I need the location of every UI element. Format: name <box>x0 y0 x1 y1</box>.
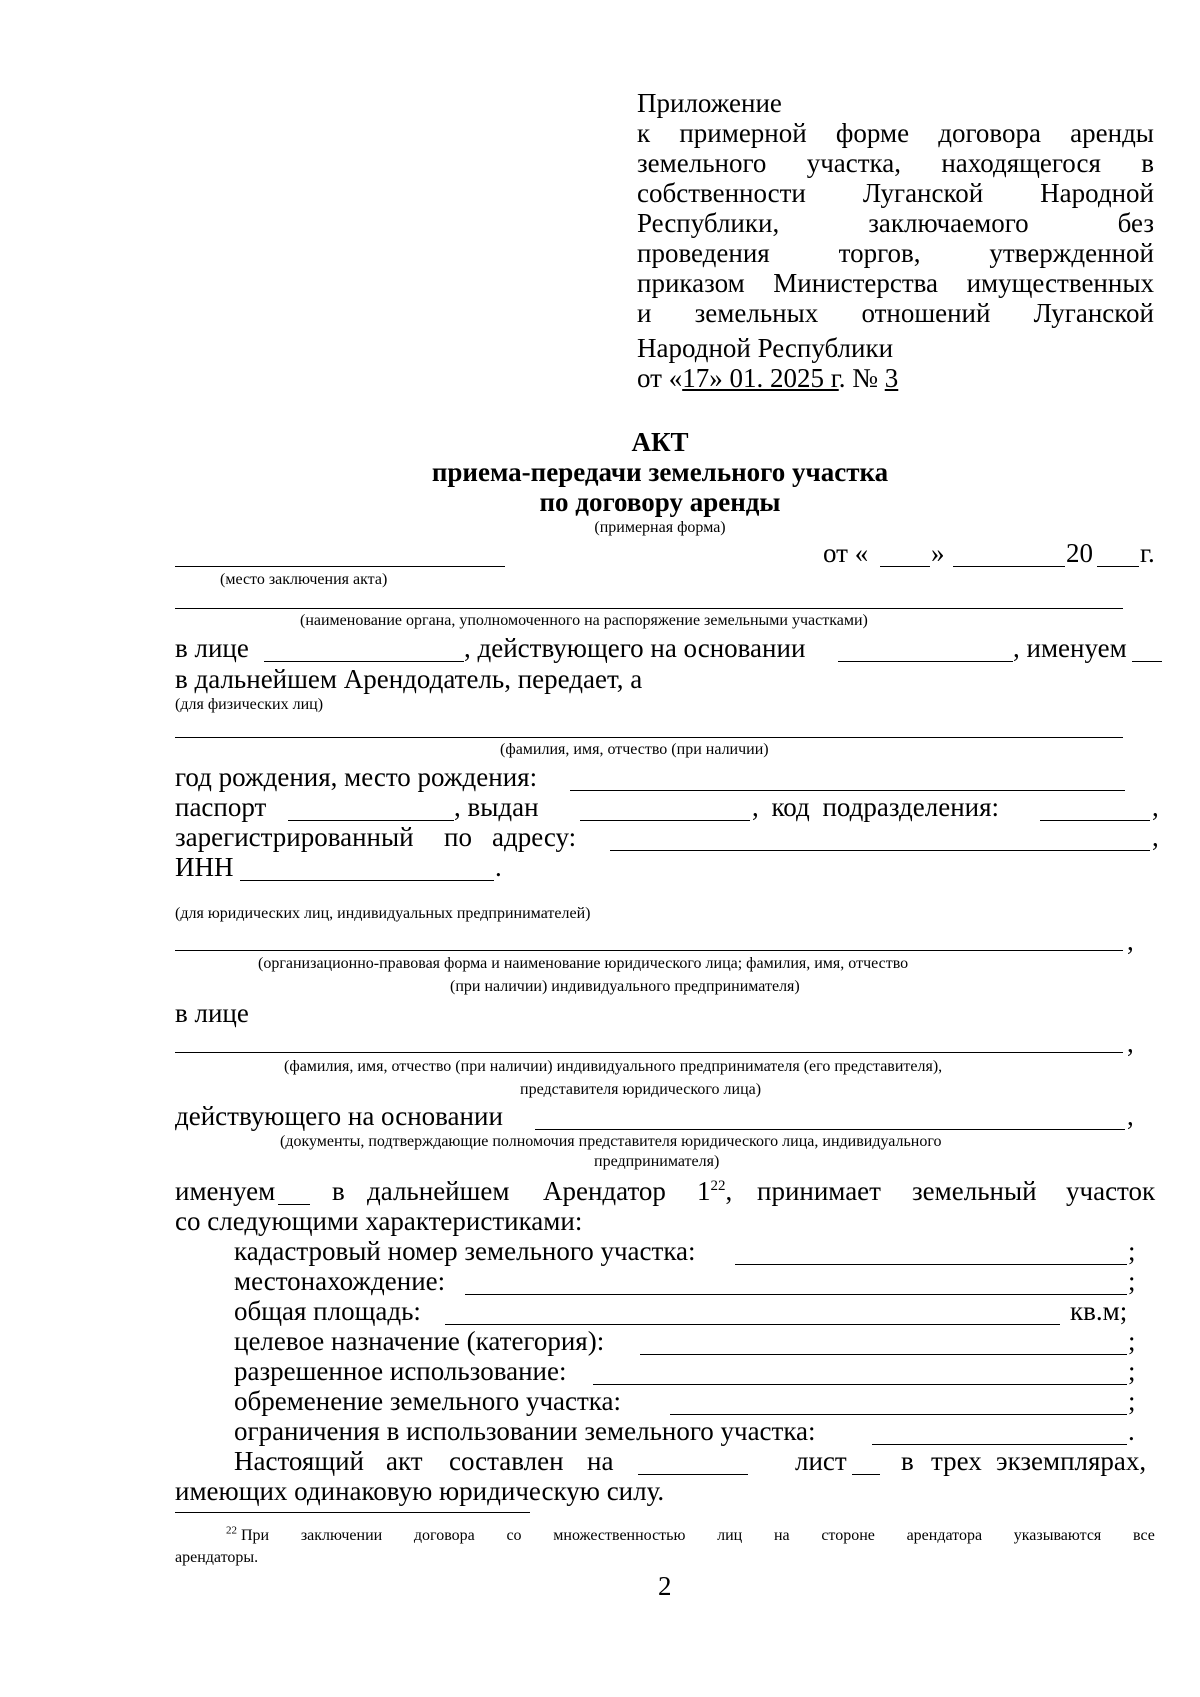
individual-fio-field[interactable] <box>175 737 1123 738</box>
legal-org-comma: , <box>1127 926 1134 956</box>
appendix-last-line: Народной Республики <box>637 333 894 363</box>
issued-field[interactable] <box>580 820 750 821</box>
footnote-word: При <box>241 1527 270 1544</box>
act-title-line3: по договору аренды <box>539 487 781 517</box>
code-field[interactable] <box>1040 820 1150 821</box>
registered-word-1: зарегистрированный <box>175 822 414 852</box>
closing-w-3: на <box>587 1446 614 1476</box>
legal-rep-field[interactable] <box>175 1052 1123 1053</box>
char-end-location: ; <box>1128 1266 1136 1296</box>
appendix-word: к <box>637 118 651 148</box>
legal-basis-label: действующего на основании <box>175 1101 503 1131</box>
char-field-permitted-use[interactable] <box>593 1384 1127 1385</box>
appendix-word: приказом <box>637 268 745 298</box>
footnote-first-word <box>226 1524 270 1545</box>
appendix-word: находящегося <box>941 148 1101 178</box>
footnote-word: стороне <box>821 1527 875 1544</box>
code-comma: , <box>1152 792 1159 822</box>
appendix-line <box>637 208 1154 238</box>
individual-fio-caption: (фамилия, имя, отчество (при наличии) <box>500 741 769 758</box>
lessor-basis-field[interactable] <box>838 661 1013 662</box>
inn-field[interactable] <box>240 880 494 881</box>
footnote-line1 <box>226 1524 1155 1545</box>
appendix-word: имущественных <box>966 268 1154 298</box>
footnote-line2: арендаторы. <box>175 1549 259 1566</box>
char-label-permitted-use: разрешенное использование: <box>234 1356 567 1386</box>
legal-rep-caption-2: представителя юридического лица) <box>520 1081 762 1098</box>
footnote-word: все <box>1133 1527 1155 1544</box>
closing-w-4: лист <box>795 1446 847 1476</box>
legal-org-caption-1: (организационно-правовая форма и наименование юридического лица; фамилия, имя, отчество <box>258 955 909 972</box>
char-label-area: общая площадь: <box>234 1296 421 1326</box>
tenant-comma: , <box>725 1176 733 1206</box>
closing-w-6: трех <box>931 1446 982 1476</box>
appendix-word: утвержденной <box>989 238 1154 268</box>
closing-w-1: акт <box>386 1446 423 1476</box>
tenant-ref <box>697 1176 732 1206</box>
char-label-cadastral: кадастровый номер земельного участка: <box>234 1236 696 1266</box>
char-field-restrictions[interactable] <box>872 1444 1127 1445</box>
footnote-word: заключении <box>300 1527 383 1544</box>
footnote-word: на <box>773 1527 790 1544</box>
passport-field[interactable] <box>288 820 454 821</box>
char-label-restrictions: ограничения в использовании земельного участка: <box>234 1416 816 1446</box>
legal-in-person: в лице <box>175 998 249 1028</box>
appendix-word: договора <box>938 118 1041 148</box>
appendix-line <box>637 178 1154 208</box>
tenant-w-4: 1 <box>697 1176 711 1206</box>
appendix-title: Приложение <box>637 88 782 118</box>
inn-period: . <box>495 852 502 882</box>
footnote-number: 22 <box>226 1524 237 1537</box>
individual-caption: (для физических лиц) <box>175 696 324 713</box>
char-end-cadastral: ; <box>1128 1236 1136 1266</box>
appendix-word: земельных <box>694 298 819 328</box>
passport-label: паспорт <box>175 792 267 822</box>
tenant-w-5: принимает <box>757 1176 881 1206</box>
lessor-line2: в дальнейшем Арендодатель, передает, а <box>175 664 643 694</box>
tenant-w-3: Арендатор <box>543 1176 666 1206</box>
appendix-word: без <box>1117 208 1154 238</box>
legal-rep-caption-1: (фамилия, имя, отчество (при наличии) индивидуального предпринимателя (его представителя), <box>284 1058 943 1075</box>
char-field-cadastral[interactable] <box>735 1264 1127 1265</box>
tenant-footnote-ref[interactable]: 22 <box>710 1178 726 1194</box>
place-caption: (место заключения акта) <box>220 571 388 588</box>
lessor-ending-field[interactable] <box>1132 661 1162 662</box>
lessor-person-field[interactable] <box>264 661 464 662</box>
date-century: 20 <box>1066 538 1093 568</box>
footnote-separator <box>175 1512 530 1513</box>
appendix-word: Луганской <box>862 178 984 208</box>
footnote-word: множественностью <box>553 1527 686 1544</box>
date-day-field[interactable] <box>880 566 930 567</box>
date-close-quote: » <box>931 538 945 568</box>
char-field-area[interactable] <box>445 1324 1060 1325</box>
appendix-word: участка, <box>806 148 901 178</box>
legal-docs-caption-2: предпринимателя) <box>594 1153 720 1170</box>
registered-word-2: по <box>444 822 472 852</box>
appendix-word: земельного <box>637 148 767 178</box>
appendix-line <box>637 298 1154 328</box>
appendix-word: в <box>1141 148 1154 178</box>
char-label-location: местонахождение: <box>234 1266 446 1296</box>
char-label-encumbrance: обременение земельного участка: <box>234 1386 622 1416</box>
lessor-org-caption: (наименование органа, уполномоченного на распоряжение земельными участками) <box>300 612 868 629</box>
char-end-area: кв.м; <box>1070 1296 1128 1326</box>
appendix-word: и <box>637 298 652 328</box>
tenant-w-2: дальнейшем <box>367 1176 510 1206</box>
legal-org-field[interactable] <box>175 950 1123 951</box>
appendix-line <box>637 238 1154 268</box>
appendix-date-value: 17» 01. 2025 г <box>682 363 839 393</box>
appendix-date-number: 3 <box>884 363 899 393</box>
tenant-line2: со следующими характеристиками: <box>175 1206 583 1236</box>
appendix-word: отношений <box>861 298 991 328</box>
inn-label: ИНН <box>175 852 234 882</box>
appendix-word: форме <box>835 118 910 148</box>
date-year-field[interactable] <box>1097 566 1139 567</box>
closing-w-2: составлен <box>449 1446 564 1476</box>
char-field-encumbrance[interactable] <box>670 1414 1127 1415</box>
closing-line2: имеющих одинаковую юридическую силу. <box>175 1476 665 1506</box>
legal-docs-caption-1: (документы, подтверждающие полномочия представителя юридического лица, индивидуального <box>280 1133 942 1150</box>
lessor-named-label: , именуем <box>1013 633 1127 663</box>
appendix-line <box>637 268 1154 298</box>
registered-word-3: адресу: <box>492 822 577 852</box>
appendix-word: Министерства <box>773 268 939 298</box>
act-title-line2: приема-передачи земельного участка <box>431 457 889 487</box>
footnote-line1-words <box>226 1524 1155 1545</box>
appendix-word: Республики, <box>637 208 780 238</box>
closing-w-0: Настоящий <box>234 1446 365 1476</box>
legal-basis-comma: , <box>1127 1101 1134 1131</box>
address-field[interactable] <box>610 850 1150 851</box>
act-title: АКТ <box>631 427 689 457</box>
footnote-word: указываются <box>1013 1527 1102 1544</box>
birth-field[interactable] <box>570 790 1125 791</box>
tenant-w-0: именуем <box>175 1176 276 1206</box>
appendix-date <box>637 363 898 393</box>
date-open: от « <box>823 538 869 568</box>
legal-basis-field[interactable] <box>535 1129 1125 1130</box>
date-year-suffix: г. <box>1140 538 1155 568</box>
appendix-word: Луганской <box>1033 298 1154 328</box>
appendix-date-num-prefix: . № <box>838 363 885 393</box>
appendix-line <box>637 148 1154 178</box>
tenant-w-1: в <box>332 1176 345 1206</box>
footnote-word: лиц <box>717 1527 743 1544</box>
appendix-word: примерной <box>679 118 807 148</box>
appendix-word: Народной <box>1040 178 1154 208</box>
appendix-word: проведения <box>637 238 770 268</box>
char-end-restrictions: . <box>1128 1416 1135 1446</box>
closing-w-5: в <box>901 1446 914 1476</box>
appendix-word: заключаемого <box>868 208 1029 238</box>
legal-org-caption-2: (при наличии) индивидуального предпринимателя) <box>450 978 800 995</box>
act-subtitle: (примерная форма) <box>594 519 726 536</box>
char-field-purpose[interactable] <box>640 1354 1127 1355</box>
appendix-word: торгов, <box>838 238 921 268</box>
issued-label: , выдан <box>454 792 539 822</box>
footnote-word: арендатора <box>906 1527 983 1544</box>
birth-label: год рождения, место рождения: <box>175 762 538 792</box>
char-end-encumbrance: ; <box>1128 1386 1136 1416</box>
address-comma: , <box>1152 822 1159 852</box>
footnote-word: со <box>506 1527 522 1544</box>
date-month-field[interactable] <box>953 566 1065 567</box>
closing-ending-field[interactable] <box>852 1474 880 1475</box>
lessor-basis-label: , действующего на основании <box>464 633 806 663</box>
char-field-location[interactable] <box>465 1294 1127 1295</box>
tenant-w-6: земельный <box>912 1176 1037 1206</box>
closing-sheets-field[interactable] <box>638 1474 748 1475</box>
tenant-w-7: участок <box>1066 1176 1156 1206</box>
footnote-word: договора <box>413 1527 475 1544</box>
place-field[interactable] <box>175 566 505 567</box>
code-label: , код подразделения: <box>752 792 1000 822</box>
lessor-org-field[interactable] <box>175 608 1123 609</box>
char-end-permitted-use: ; <box>1128 1356 1136 1386</box>
char-label-purpose: целевое назначение (категория): <box>234 1326 605 1356</box>
appendix-word: собственности <box>637 178 806 208</box>
appendix-line <box>637 118 1154 148</box>
legal-rep-comma: , <box>1127 1028 1134 1058</box>
tenant-ending-field[interactable] <box>278 1204 310 1205</box>
appendix-date-prefix: от « <box>637 363 683 393</box>
closing-w-7: экземплярах, <box>996 1446 1147 1476</box>
lessor-in-person: в лице <box>175 633 249 663</box>
appendix-word: аренды <box>1070 118 1154 148</box>
legal-caption: (для юридических лиц, индивидуальных предпринимателей) <box>175 905 591 922</box>
char-end-purpose: ; <box>1128 1326 1136 1356</box>
page-number: 2 <box>658 1571 672 1601</box>
